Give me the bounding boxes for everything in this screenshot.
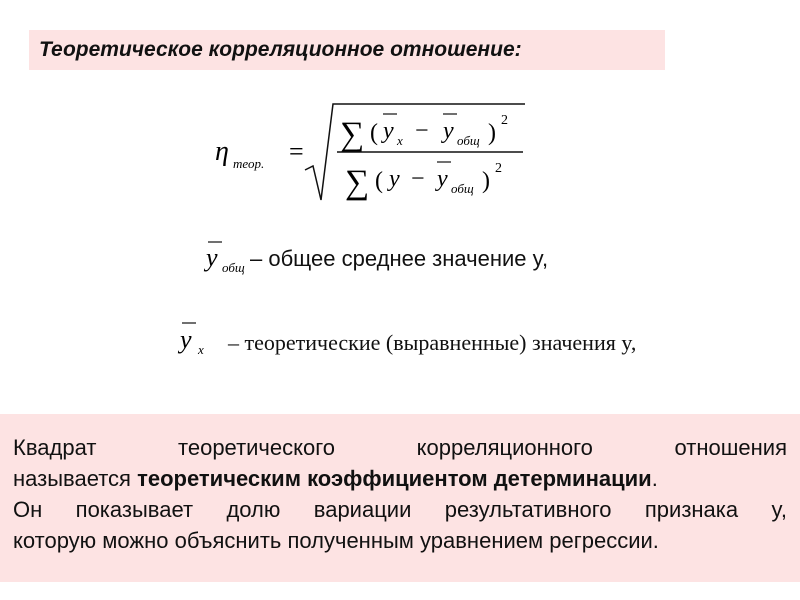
denominator-y-mean: y xyxy=(437,166,448,192)
info-line-4: которую можно объяснить полученным уравнением регрессии. xyxy=(13,528,659,553)
slide-title: Теоретическое корреляционное отношение: xyxy=(39,38,522,61)
numerator-minus: − xyxy=(415,118,429,144)
eta-symbol: η xyxy=(215,136,229,167)
eta-subscript: теор. xyxy=(233,156,265,171)
info-line-3: Он показывает долю вариации результативного признака y, xyxy=(13,497,787,522)
denominator-minus: − xyxy=(411,166,425,192)
info-line-1: Квадрат теоретического корреляционного отношения xyxy=(13,435,787,460)
y-mean-definition: – общее среднее значение y, xyxy=(250,246,549,271)
equals-sign: = xyxy=(289,137,304,166)
denominator-obsh-sub: общ xyxy=(451,181,474,196)
svg-text:y: y xyxy=(180,325,192,354)
numerator-y-mean: y xyxy=(443,118,454,144)
yx-symbol xyxy=(176,318,226,368)
denominator-close-paren: ) xyxy=(482,168,490,194)
info-line-2-bold: теоретическим коэффициентом детерминации xyxy=(137,466,652,491)
title-box xyxy=(29,30,665,70)
denominator-power: 2 xyxy=(495,161,502,176)
yx-definition: – теоретические (выравненные) значения y, xyxy=(228,330,637,355)
info-line-2-suffix: . xyxy=(651,466,658,491)
svg-text:общ: общ xyxy=(222,260,245,275)
numerator-x-sub: x xyxy=(397,133,403,148)
numerator-y: y xyxy=(383,118,394,144)
info-line-2-prefix: называется xyxy=(13,466,138,491)
denominator-open-paren: ( xyxy=(375,168,383,194)
numerator-open-paren: ( xyxy=(370,120,378,146)
info-box xyxy=(0,414,800,582)
svg-text:x: x xyxy=(198,342,204,357)
numerator-sum: ∑ xyxy=(340,116,365,153)
svg-text:y: y xyxy=(206,243,218,272)
numerator-close-paren: ) xyxy=(488,120,496,146)
info-line-2 xyxy=(13,463,787,494)
numerator-power: 2 xyxy=(501,113,508,128)
numerator-obsh-sub: общ xyxy=(457,133,480,148)
denominator-sum: ∑ xyxy=(345,164,370,201)
denominator-y: y xyxy=(389,166,400,192)
correlation-ratio-formula xyxy=(205,100,535,210)
